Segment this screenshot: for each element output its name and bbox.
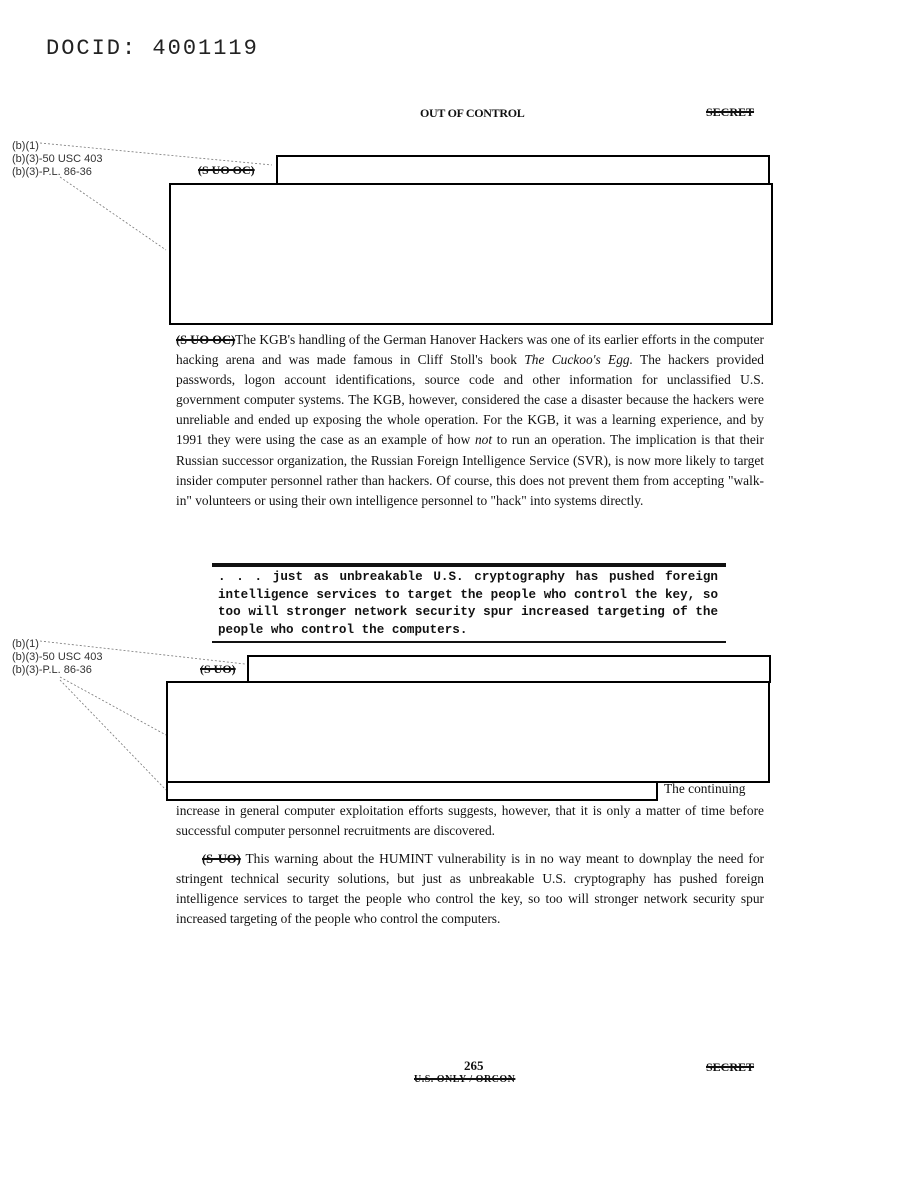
- pullquote-rule-bottom: [212, 641, 726, 643]
- header-classification: SECRET: [706, 105, 755, 119]
- continuing-fragment: The continuing: [664, 781, 746, 796]
- redaction-box: [166, 781, 658, 801]
- portion-mark: (S UO OC): [176, 333, 236, 347]
- redaction-box: [247, 655, 771, 683]
- pullquote-rule-top: [212, 563, 726, 567]
- page-number: 265: [464, 1058, 484, 1073]
- portion-mark: (S UO): [202, 852, 241, 866]
- redaction-box: [276, 155, 770, 185]
- running-title: OUT OF CONTROL: [420, 106, 525, 120]
- exemption-line: (b)(3)-P.L. 86-36: [12, 166, 92, 178]
- portion-mark-redacted-1: (S UO OC): [198, 163, 255, 177]
- paragraph-humint-warning: (S UO) This warning about the HUMINT vulnerability is in no way meant to downplay the need for stringent technical security solutions, but just as unbreakable U.S. cryptography has pushed foreign intelligence services to target the people who control the key, so too will stronger network security spur increased targeting of the people who control the computers.: [176, 851, 764, 927]
- paragraph-kgb-hanover: (S UO OC)The KGB's handling of the German Hanover Hackers was one of its earlier efforts in the computer hacking arena and was made famous in Cliff Stoll's book The Cuckoo's Egg. The hackers provided passwords, logon account identifications, source code and other information for unclassified U.S. government computer systems. The KGB, however, considered the case a disaster because the hackers were unreliable and ended up exposing the whole operation. For the KGB, it was a learning experience, and by 1991 they were using the case as an example of how not to run an operation. The implication is that their Russian successor organization, the Russian Foreign Intelligence Service (SVR), is now more likely to target insider computer personnel rather than hackers. Of course, this does not prevent them from accepting "walk-in" volunteers or using their own intelligence personnel to "hack" into systems directly.: [176, 332, 764, 508]
- portion-mark-redacted-2: (S UO): [200, 662, 236, 676]
- footer-classification: SECRET: [706, 1060, 755, 1074]
- humint-term: HUMINT: [379, 851, 433, 866]
- pullquote: . . . just as unbreakable U.S. cryptography has pushed foreign intelligence services to target the people who control the key, so too will stronger network security spur increased targeting of the people who control the computers.: [218, 570, 718, 637]
- footer-caveat: U.S. ONLY / ORCON: [414, 1074, 516, 1085]
- exemption-line: (b)(1): [12, 140, 39, 152]
- exemption-line: (b)(3)-50 USC 403: [12, 651, 103, 663]
- exemption-line: (b)(1): [12, 638, 39, 650]
- redaction-box: [169, 183, 773, 325]
- paragraph-continuing: increase in general computer exploitation efforts suggests, however, that it is only a matter of time before successful computer personnel recruitments are discovered.: [176, 803, 764, 839]
- redaction-box: [166, 681, 770, 783]
- docid: DOCID: 4001119: [46, 36, 259, 61]
- book-title: The Cuckoo's Egg.: [524, 352, 633, 368]
- emphasis: not: [474, 432, 493, 448]
- exemption-line: (b)(3)-P.L. 86-36: [12, 664, 92, 676]
- exemption-line: (b)(3)-50 USC 403: [12, 153, 103, 165]
